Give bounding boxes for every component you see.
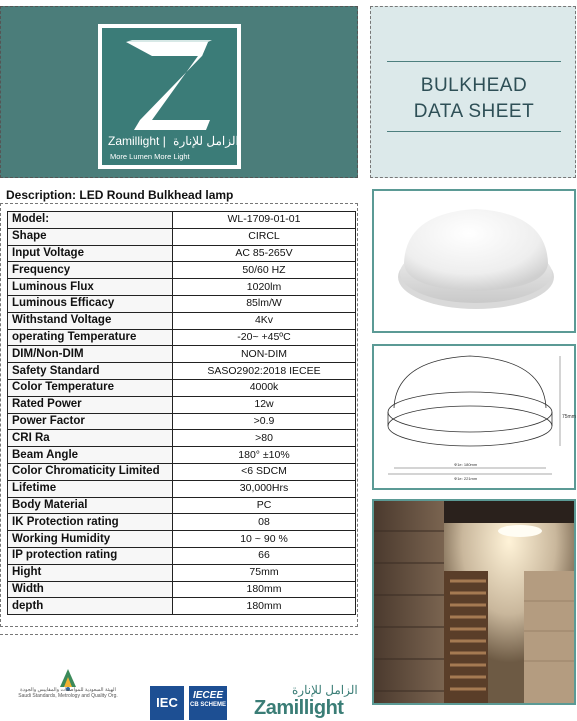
spec-label: operating Temperature bbox=[8, 329, 173, 346]
spec-value: 50/60 HZ bbox=[173, 262, 356, 279]
saso-logo bbox=[18, 667, 118, 709]
spec-label: Body Material bbox=[8, 497, 173, 514]
spec-label: CRI Ra bbox=[8, 430, 173, 447]
spec-row bbox=[8, 514, 356, 531]
description-text: LED Round Bulkhead lamp bbox=[79, 188, 234, 202]
spec-value: >80 bbox=[173, 430, 356, 447]
spec-label: Width bbox=[8, 581, 173, 598]
spec-value: 08 bbox=[173, 514, 356, 531]
spec-label: Rated Power bbox=[8, 396, 173, 413]
dimension-drawing bbox=[374, 346, 574, 488]
spec-label: Input Voltage bbox=[8, 245, 173, 262]
spec-row bbox=[8, 463, 356, 480]
spec-label: Power Factor bbox=[8, 413, 173, 430]
spec-row bbox=[8, 279, 356, 296]
spec-value: 1020lm bbox=[173, 279, 356, 296]
spec-label: IP protection rating bbox=[8, 547, 173, 564]
spec-row bbox=[8, 581, 356, 598]
description-label: Description: bbox=[6, 188, 77, 202]
spec-row bbox=[8, 363, 356, 380]
logo-tagline: More Lumen More Light bbox=[110, 152, 190, 161]
width-dimension-label-bottom: Φ1e: 221mm bbox=[454, 476, 478, 481]
spec-value: AC 85-265V bbox=[173, 245, 356, 262]
title-block bbox=[370, 6, 576, 178]
spec-value: 66 bbox=[173, 547, 356, 564]
spec-label: Working Humidity bbox=[8, 531, 173, 548]
spec-label: IK Protection rating bbox=[8, 514, 173, 531]
spec-label: Lifetime bbox=[8, 480, 173, 497]
spec-label: Frequency bbox=[8, 262, 173, 279]
spec-table bbox=[7, 211, 356, 615]
spec-value: 12w bbox=[173, 396, 356, 413]
spec-label: Luminous Efficacy bbox=[8, 295, 173, 312]
spec-value: 4Kv bbox=[173, 312, 356, 329]
spec-row bbox=[8, 413, 356, 430]
spec-row bbox=[8, 295, 356, 312]
spec-label: DIM/Non-DIM bbox=[8, 346, 173, 363]
bulkhead-lamp-image bbox=[374, 191, 574, 331]
spec-label: Color Chromaticity Limited bbox=[8, 463, 173, 480]
installation-photo bbox=[372, 499, 576, 705]
spec-row bbox=[8, 447, 356, 464]
spec-row bbox=[8, 245, 356, 262]
spec-value: 180° ±10% bbox=[173, 447, 356, 464]
spec-row bbox=[8, 598, 356, 615]
spec-value: 4000k bbox=[173, 379, 356, 396]
spec-value: CIRCL bbox=[173, 228, 356, 245]
footer-brand-logo: Zamillight bbox=[254, 697, 344, 719]
installation-scene-image bbox=[374, 501, 574, 703]
iecee-logo bbox=[189, 686, 227, 720]
spec-row bbox=[8, 531, 356, 548]
spec-row bbox=[8, 329, 356, 346]
spec-row bbox=[8, 430, 356, 447]
spec-value: NON-DIM bbox=[173, 346, 356, 363]
iecee-label: IECEE bbox=[192, 690, 223, 701]
spec-row bbox=[8, 312, 356, 329]
spec-row bbox=[8, 396, 356, 413]
footer-divider bbox=[0, 634, 358, 635]
spec-value: 30,000Hrs bbox=[173, 480, 356, 497]
logo-brand: Zamillight | الزامل للإنارة bbox=[108, 134, 239, 148]
spec-label: Hight bbox=[8, 564, 173, 581]
spec-value: >0.9 bbox=[173, 413, 356, 430]
height-dimension-label: 75mm bbox=[562, 414, 576, 420]
iecee-sub-label: CB SCHEME bbox=[189, 702, 226, 708]
title-line2: DATA SHEET bbox=[413, 101, 535, 122]
spec-row bbox=[8, 212, 356, 229]
iec-logo: IEC bbox=[150, 686, 184, 720]
footer-brand-arabic: الزامل للإنارة bbox=[292, 683, 358, 697]
spec-table-body bbox=[8, 212, 356, 615]
title-line1: BULKHEAD bbox=[420, 75, 528, 96]
spec-value: -20~ +45ºC bbox=[173, 329, 356, 346]
spec-value: 180mm bbox=[173, 598, 356, 615]
spec-row bbox=[8, 228, 356, 245]
spec-label: Withstand Voltage bbox=[8, 312, 173, 329]
spec-row bbox=[8, 346, 356, 363]
spec-label: Luminous Flux bbox=[8, 279, 173, 296]
spec-label: Beam Angle bbox=[8, 447, 173, 464]
spec-row bbox=[8, 262, 356, 279]
spec-value: 75mm bbox=[173, 564, 356, 581]
spec-label: Shape bbox=[8, 228, 173, 245]
spec-value: 10 ~ 90 % bbox=[173, 531, 356, 548]
spec-value: <6 SDCM bbox=[173, 463, 356, 480]
spec-row bbox=[8, 497, 356, 514]
spec-label: Safety Standard bbox=[8, 363, 173, 380]
product-description bbox=[6, 188, 233, 202]
spec-value: 85lm/W bbox=[173, 295, 356, 312]
spec-value: 180mm bbox=[173, 581, 356, 598]
spec-label: Color Temperature bbox=[8, 379, 173, 396]
spec-row bbox=[8, 379, 356, 396]
spec-row bbox=[8, 480, 356, 497]
spec-row bbox=[8, 547, 356, 564]
technical-drawing bbox=[372, 344, 576, 490]
title-rule-bottom bbox=[387, 131, 561, 132]
spec-label: depth bbox=[8, 598, 173, 615]
spec-label: Model: bbox=[8, 212, 173, 229]
product-photo bbox=[372, 189, 576, 333]
spec-value: PC bbox=[173, 497, 356, 514]
saso-text: الهيئة السعودية للمواصفات والمقاييس والجودة Saudi Standards, Metrology and Quality Org. bbox=[18, 687, 118, 699]
spec-value: SASO2902:2018 IECEE bbox=[173, 363, 356, 380]
title-rule-top bbox=[387, 61, 561, 62]
spec-row bbox=[8, 564, 356, 581]
logo-frame bbox=[0, 6, 358, 178]
width-dimension-label-top: Φ1e: 180mm bbox=[454, 462, 478, 467]
spec-value: WL-1709-01-01 bbox=[173, 212, 356, 229]
